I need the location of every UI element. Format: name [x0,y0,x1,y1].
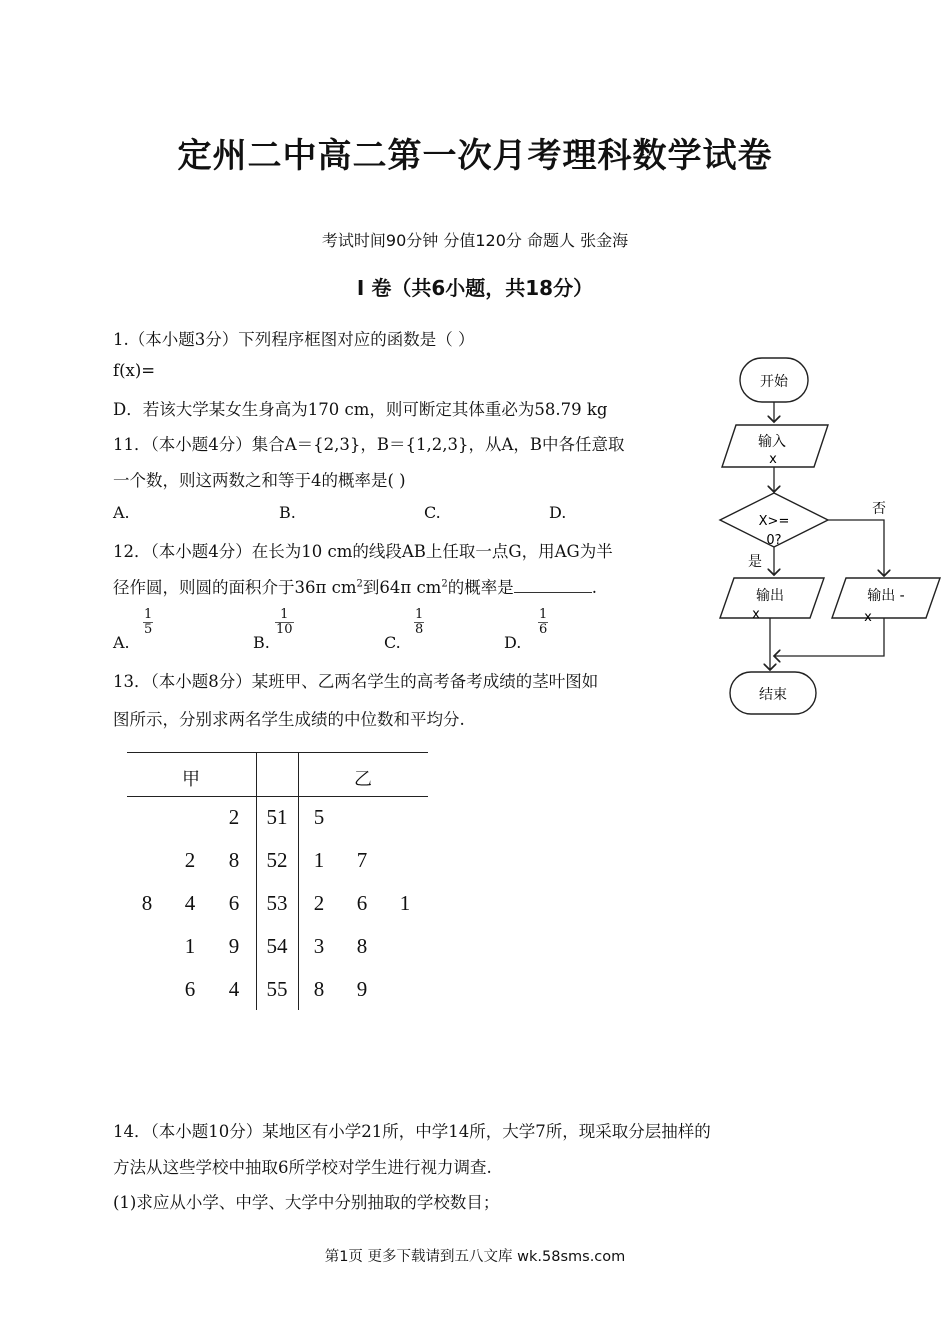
stem-r3: 53 [266,891,288,915]
flow-input-var: x [769,452,777,467]
q11-line1: 11．（本小题4分）集合A＝{2,3}，B＝{1,2,3}，从A，B中各任意取 [113,435,625,454]
leaf-left-r5-c3: 4 [228,977,240,1001]
leaf-left-r2-c3: 8 [228,848,240,872]
leaf-left-r5-c2: 6 [184,977,196,1001]
page-footer: 第1页 更多下载请到五八文库 wk.58sms.com [324,1249,626,1265]
q11-option-a: A. [113,503,130,522]
stem-r5: 55 [266,977,288,1001]
leaf-right-r4-c1: 3 [313,934,325,958]
q12-option-c-label: C. [384,633,401,652]
q12-option-a [113,607,153,652]
leaf-right-r3-c1: 2 [313,891,325,915]
flow-decision-label-2: 0? [766,533,782,548]
flow-start-label: 开始 [760,374,788,390]
flow-end-label: 结束 [759,687,787,703]
q12-option-a-label: A. [113,633,130,652]
flow-output-right-var: x [864,610,872,625]
q12-option-d-den: 6 [539,622,548,637]
flow-output-left-label: 输出 [756,588,784,604]
leaf-right-r5-c2: 9 [356,977,368,1001]
q12-option-c [384,607,424,652]
flow-yes-label: 是 [748,554,762,570]
flow-input-label: 输入 [758,434,786,450]
leaf-left-r3-c1: 8 [141,891,153,915]
leaf-right-r4-c2: 8 [356,934,368,958]
q12-option-a-den: 5 [144,622,153,637]
exam-subtitle: 考试时间90分钟 分值120分 命题人 张金海 [321,231,629,250]
leaf-left-r3-c2: 4 [184,891,196,915]
leaf-right-r2-c2: 7 [356,848,368,872]
flow-no-label: 否 [872,501,886,517]
q12-option-c-den: 8 [415,622,424,637]
q12-option-b [253,607,293,652]
flow-output-left-var: x [752,607,760,622]
q1-line2: f(x)= [113,361,156,380]
q12-text-d: . [591,578,597,597]
leaf-left-r2-c2: 2 [184,848,196,872]
q12-line1: 12．（本小题4分）在长为10 cm的线段AB上任取一点G，用AG为半 [113,542,613,561]
q12-sup-1: 2 [356,578,363,590]
q12-option-d-fraction [538,608,548,637]
q12-text-c: 的概率是 [447,578,514,597]
q14-line2: 方法从这些学校中抽取6所学校对学生进行视力调查. [113,1158,492,1177]
leaf-right-r1-c1: 5 [313,805,325,829]
table-divider-right [298,752,299,1010]
q12-option-a-fraction [143,608,153,637]
leaf-left-r4-c3: 9 [228,934,240,958]
q11-option-d: D. [549,503,567,522]
q12-option-a-num: 1 [144,607,153,622]
q12-option-b-label: B. [253,633,270,652]
leaf-left-r3-c3: 6 [228,891,240,915]
leaf-left-r1-c3: 2 [228,805,240,829]
q1-line1: 1.（本小题3分）下列程序框图对应的函数是（ ） [113,330,475,349]
leaf-right-r5-c1: 8 [313,977,325,1001]
stem-r4: 54 [266,934,288,958]
leaf-right-r3-c3: 1 [399,891,411,915]
table-header-right: 乙 [354,769,372,790]
q12-text-b: 到64π cm [362,578,442,597]
q12-answer-blank [514,578,592,593]
q12-text-a: 径作圆，则圆的面积介于36π cm [113,578,357,597]
q12-option-b-num: 1 [275,608,294,623]
q12-option-d-num: 1 [539,607,548,622]
q11-line2: 一个数，则这两数之和等于4的概率是( ) [113,471,406,490]
q12-option-c-fraction [414,608,424,637]
leaf-right-r2-c1: 1 [313,848,325,872]
q12-sup-2: 2 [441,578,448,590]
q13-line1: 13．（本小题8分）某班甲、乙两名学生的高考备考成绩的茎叶图如 [113,672,599,691]
q12-option-b-fraction [275,608,294,637]
q12-option-c-num: 1 [415,607,424,622]
stem-r2: 52 [266,848,288,872]
q13-line2: 图所示，分别求两名学生成绩的中位数和平均分. [113,710,465,729]
q11-option-c: C. [424,503,441,522]
table-header-left: 甲 [182,769,200,790]
exam-title: 定州二中高二第一次月考理科数学试卷 [177,136,773,176]
leaf-right-r3-c2: 6 [356,891,368,915]
stem-r1: 51 [266,805,288,829]
q12-option-b-den: 10 [276,622,293,637]
table-divider-left [256,752,257,1010]
q14-line3: (1)求应从小学、中学、大学中分别抽取的学校数目； [113,1193,500,1212]
flow-output-right-label: 输出 - [867,588,905,604]
section-title: Ⅰ 卷（共6小题，共18分） [356,276,594,300]
q1-line3: D．若该大学某女生身高为170 cm，则可断定其体重必为58.79 kg [113,400,608,419]
q11-option-b: B. [279,503,296,522]
flowchart [700,350,950,730]
q12-option-d-label: D. [504,633,522,652]
leaf-left-r4-c2: 1 [184,934,196,958]
flow-arrow-no [828,520,884,576]
q14-line1: 14．（本小题10分）某地区有小学21所，中学14所，大学7所，现采取分层抽样的 [113,1122,711,1141]
q12-option-d [504,607,548,652]
table-header-rule [127,796,428,797]
table-top-rule [127,752,428,753]
q12-line2 [113,574,597,598]
flow-decision-label: X>= [758,514,790,529]
